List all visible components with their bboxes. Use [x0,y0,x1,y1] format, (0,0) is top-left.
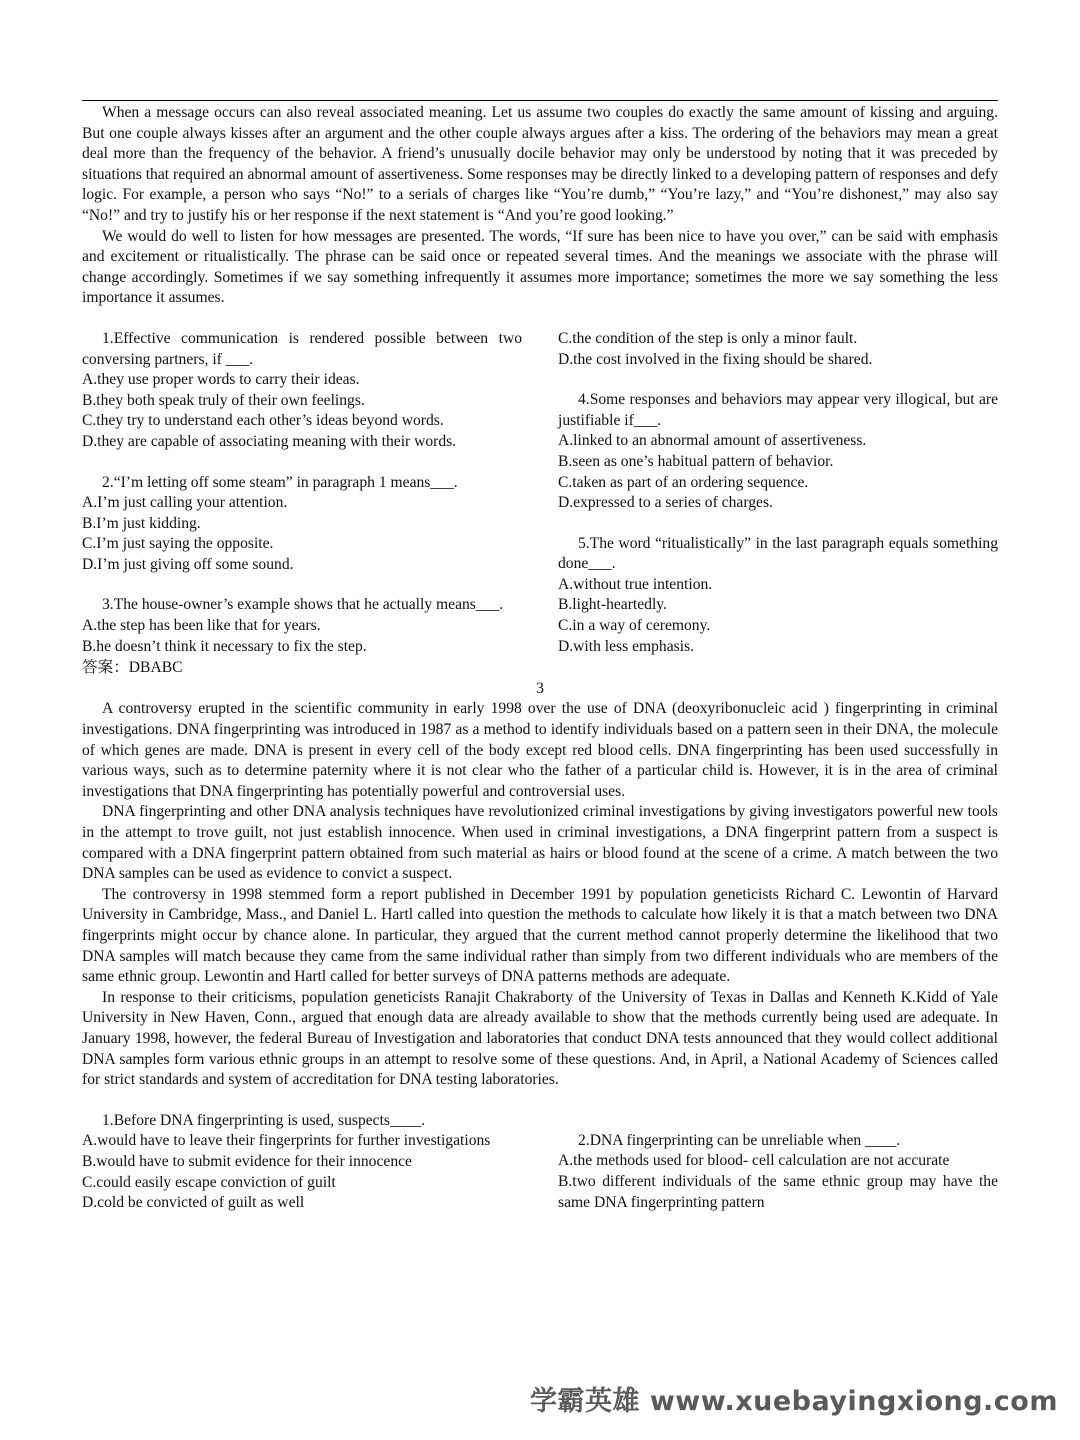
question-stem: 1.Before DNA fingerprinting is used, suspects____. [102,1111,426,1129]
passage-number: 3 [536,679,544,697]
passage-2-questions [82,329,998,679]
passage-2-paragraph-1: When a message occurs can also reveal associated meaning. Let us assume two couples do exactly the same amount of kissing and arguing. But one couple always kisses after an argument and the other couple always argues after a kiss. The ordering of the behaviors may mean a great deal more than the frequency of the behavior. A friend’s unusually docile behavior may only be understood by noting that it was preceded by situations that required an abnormal amount of assertiveness. Some responses may be directly linked to a developing pattern of responses and defy logic. For example, a person who says “No!” to a serials of charges like “You’re dumb,” “You’re lazy,” and “You’re dishonest,” may also say “No!” and try to justify his or her response if the next statement is “And you’re good looking.” [82,104,998,224]
option-a: A.they use proper words to carry their ideas. [82,371,360,389]
option-a: A.I’m just calling your attention. [82,494,288,512]
question-5 [558,534,998,658]
option-c: C.I’m just saying the opposite. [82,535,274,553]
option-b: B.two different individuals of the same ethnic group may have the same DNA fingerprinting pattern [558,1172,998,1211]
passage-3-paragraph-4: In response to their criticisms, population geneticists Ranajit Chakraborty of the University of Texas in Dallas and Kenneth K.Kidd of Yale University in New Haven, Conn., argued that enough data are already available to show that the methods currently being used are adequate. In January 1998, however, the federal Bureau of Investigation and laboratories that conduct DNA tests announced that they would collect additional DNA samples form various ethnic groups in an attempt to resolve some of these questions. And, in April, a National Academy of Sciences called for strict standards and system of accreditation for DNA testing laboratories. [82,988,998,1089]
option-d: D.expressed to a series of charges. [558,494,773,512]
passage-3-questions [82,1111,998,1214]
passage-2-left-column [82,329,522,679]
passage-3-paragraph-2: DNA fingerprinting and other DNA analysis techniques have revolutionized criminal investigations by giving investigators powerful new tools in the attempt to trove guilt, not just establish innocence. When used in criminal investigations, a DNA fingerprint pattern from a suspect is compared with a DNA fingerprint pattern obtained from such material as hairs or blood found at the scene of a crime. A match between the two DNA samples can be used as evidence to convict a suspect. [82,803,998,883]
option-a: A.linked to an abnormal amount of assertiveness. [558,432,867,450]
option-b: B.they both speak truly of their own feelings. [82,391,365,409]
option-a: A.without true intention. [558,575,713,593]
option-d: D.with less emphasis. [558,637,695,655]
option-b: B.would have to submit evidence for their innocence [82,1152,412,1170]
passage-2 [82,103,998,679]
question-3-continued [558,329,998,370]
question-stem: 2.DNA fingerprinting can be unreliable when ____. [578,1131,901,1149]
option-c: C.could easily escape conviction of guilt [82,1173,336,1191]
top-rule [82,100,998,101]
question-stem: 2.“I’m letting off some steam” in paragraph 1 means___. [102,473,458,491]
watermark-footer: 学霸英雄 www.xuebayingxiong.com [529,1386,1058,1417]
question-2 [82,473,522,576]
option-b: B.seen as one’s habitual pattern of behavior. [558,452,834,470]
question-2 [558,1131,998,1213]
question-stem: 4.Some responses and behaviors may appear very illogical, but are justifiable if___. [558,391,998,429]
passage-3-paragraph-1: A controversy erupted in the scientific community in early 1998 over the use of DNA (deoxyribonucleic acid ) fingerprinting in criminal investigations. DNA fingerprinting was introduced in 1987 as a method to identify individuals based on a pattern seen in their DNA, the molecule of which genes are made. DNA is present in every cell of the body except red blood cells. DNA fingerprinting has been used successfully in various ways, such as to determine paternity where it is not clear who the father of a particular child is. However, it is in the area of criminal investigations that DNA fingerprinting has potentially powerful and controversial uses. [82,700,998,800]
question-stem: 5.The word “ritualistically” in the last paragraph equals something done___. [558,534,998,573]
question-stem: 3.The house-owner’s example shows that he actually means___. [102,596,504,614]
document-page [82,103,998,1214]
option-c: C.the condition of the step is only a minor fault. [558,329,858,347]
option-c: C.in a way of ceremony. [558,617,711,635]
passage-3-left-column [82,1111,522,1214]
option-d: D.the cost involved in the fixing should be shared. [558,350,873,368]
option-d: D.I’m just giving off some sound. [82,555,294,573]
question-4 [558,390,998,514]
option-d: D.they are capable of associating meaning with their words. [82,432,457,450]
question-3 [82,595,522,678]
option-c: C.taken as part of an ordering sequence. [558,473,809,491]
question-stem: 1.Effective communication is rendered possible between two conversing partners, if ___. [82,329,522,368]
option-a: A.the step has been like that for years. [82,617,321,635]
passage-2-right-column [558,329,998,679]
passage-2-paragraph-2: We would do well to listen for how messages are presented. The words, “If sure has been nice to have you over,” can be said with emphasis and excitement or ritualistically. The phrase can be said once or repeated several times. And the meanings we associate with the phrase will change accordingly. Sometimes if we say something infrequently it assumes more importance; sometimes the more we say something the less importance it assumes. [82,227,998,307]
option-c: C.they try to understand each other’s ideas beyond words. [82,412,444,430]
option-b: B.I’m just kidding. [82,514,201,532]
passage-3-paragraph-3: The controversy in 1998 stemmed form a report published in December 1991 by population geneticists Richard C. Lewontin of Harvard University in Cambridge, Mass., and Daniel L. Hartl called into question the methods to calculate how likely it is that a match between two DNA fingerprints might occur by chance alone. In particular, they argued that the current method cannot properly determine the likelihood that two DNA samples will match because they came from the same individual rather than simply from two different individuals who are members of the same ethnic group. Lewontin and Hartl called for better surveys of DNA patterns methods are adequate. [82,885,998,986]
answer-key: 答案：DBABC [82,659,183,677]
option-b: B.light-heartedly. [558,596,667,614]
question-1 [82,1111,522,1214]
option-b: B.he doesn’t think it necessary to fix the step. [82,637,367,655]
question-1 [82,329,522,453]
option-d: D.cold be convicted of guilt as well [82,1194,305,1212]
option-a: A.would have to leave their fingerprints for further investigations [82,1132,491,1150]
passage-3-right-column [558,1111,998,1214]
option-a: A.the methods used for blood- cell calculation are not accurate [558,1152,950,1170]
passage-3 [82,679,998,1214]
